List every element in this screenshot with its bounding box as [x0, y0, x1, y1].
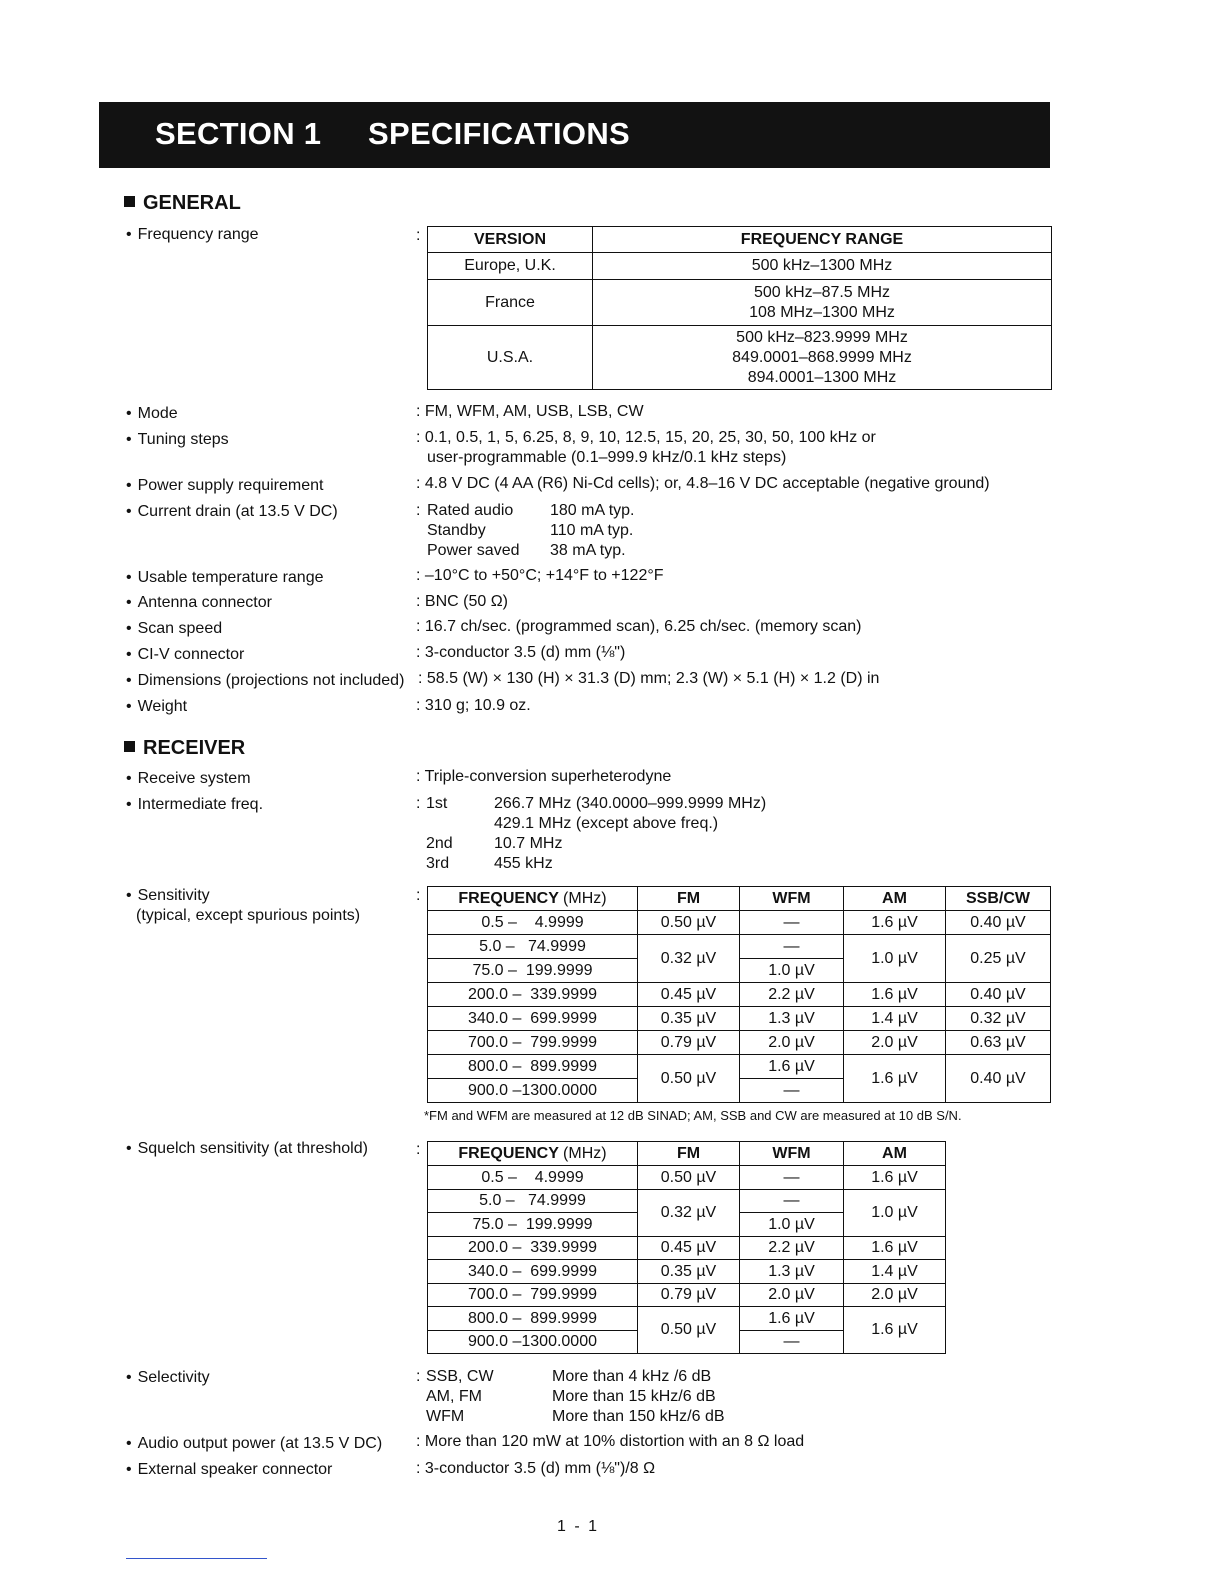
table-header: FREQUENCY RANGE	[593, 227, 1052, 253]
if-value: 10.7 MHz	[494, 835, 563, 852]
selectivity-value: More than 4 kHz /6 dB	[552, 1368, 712, 1385]
drain-value: 38 mA typ.	[550, 542, 626, 559]
table-header: AM	[844, 1142, 946, 1166]
table-row: 200.0 – 339.9999 0.45 µV 2.2 µV 1.6 µV 0.40 µV	[428, 983, 1051, 1007]
if-stage: 1st	[426, 795, 448, 812]
footer-rule	[126, 1558, 267, 1559]
table-row: 700.0 – 799.9999 0.79 µV 2.0 µV 2.0 µV 0.63 µV	[428, 1031, 1051, 1055]
table-row: 5.0 – 74.9999 0.32 µV — 1.0 µV	[428, 1190, 946, 1213]
square-bullet-icon	[124, 196, 135, 207]
table-row: 340.0 – 699.9999 0.35 µV 1.3 µV 1.4 µV 0.32 µV	[428, 1007, 1051, 1031]
scan-speed-label: • Scan speed	[126, 620, 223, 637]
table-header: SSB/CW	[946, 887, 1051, 911]
sensitivity-sublabel: (typical, except spurious points)	[136, 907, 361, 924]
table-row: France 500 kHz–87.5 MHz 108 MHz–1300 MHz	[428, 280, 1052, 326]
drain-name: Standby	[427, 522, 486, 539]
table-row: 75.0 – 199.9999 1.0 µV	[428, 959, 1051, 983]
table-row: 800.0 – 899.9999 0.50 µV 1.6 µV 1.6 µV 0.40 µV	[428, 1055, 1051, 1079]
if-stage: 3rd	[426, 855, 450, 872]
if-value: 266.7 MHz (340.0000–999.9999 MHz)	[494, 795, 767, 812]
drain-name: Power saved	[427, 542, 520, 559]
selectivity-mode: AM, FM	[426, 1388, 482, 1405]
selectivity-mode: WFM	[426, 1408, 465, 1425]
civ-value: : 3-conductor 3.5 (d) mm (⅛")	[416, 644, 626, 661]
external-speaker-value: : 3-conductor 3.5 (d) mm (⅛")/8 Ω	[416, 1460, 656, 1477]
mode-value: : FM, WFM, AM, USB, LSB, CW	[416, 403, 644, 420]
sensitivity-label: • Sensitivity	[126, 887, 210, 904]
table-header: FREQUENCY (MHz)	[428, 887, 638, 911]
frequency-range-label: • Frequency range	[126, 226, 259, 243]
receive-system-label: • Receive system	[126, 770, 251, 787]
squelch-table	[427, 1141, 946, 1354]
table-row: Europe, U.K. 500 kHz–1300 MHz	[428, 253, 1052, 280]
table-header: WFM	[740, 887, 844, 911]
power-supply-value: : 4.8 V DC (4 AA (R6) Ni-Cd cells); or, 4.8–16 V DC acceptable (negative ground)	[416, 475, 990, 492]
drain-value: 110 mA typ.	[550, 522, 634, 539]
weight-label: • Weight	[126, 698, 188, 715]
table-row: 340.0 – 699.9999 0.35 µV 1.3 µV 1.4 µV	[428, 1260, 946, 1284]
drain-name: Rated audio	[427, 502, 514, 519]
tuning-steps-value: : 0.1, 0.5, 1, 5, 6.25, 8, 9, 10, 12.5, 15, 20, 25, 30, 50, 100 kHz or	[416, 429, 876, 446]
table-header: FREQUENCY (MHz)	[428, 1142, 638, 1166]
scan-speed-value: : 16.7 ch/sec. (programmed scan), 6.25 ch/sec. (memory scan)	[416, 618, 862, 635]
section-title: SPECIFICATIONS	[368, 116, 630, 151]
antenna-value: : BNC (50 Ω)	[416, 593, 508, 610]
selectivity-mode: SSB, CW	[426, 1368, 494, 1385]
tuning-steps-value-cont: user-programmable (0.1–999.9 kHz/0.1 kHz steps)	[427, 449, 787, 466]
table-row: 200.0 – 339.9999 0.45 µV 2.2 µV 1.6 µV	[428, 1237, 946, 1260]
table-row: 0.5 – 4.9999 0.50 µV — 1.6 µV	[428, 1166, 946, 1190]
weight-value: : 310 g; 10.9 oz.	[416, 697, 531, 714]
intermediate-freq-label: • Intermediate freq.	[126, 796, 264, 813]
squelch-label: • Squelch sensitivity (at threshold)	[126, 1140, 368, 1157]
measurement-note: *FM and WFM are measured at 12 dB SINAD; AM, SSB and CW are measured at 10 dB S/N.	[424, 1108, 962, 1123]
selectivity-label: • Selectivity	[126, 1369, 210, 1386]
table-header: VERSION	[428, 227, 593, 253]
table-header: WFM	[740, 1142, 844, 1166]
table-header: AM	[844, 887, 946, 911]
table-header: FM	[638, 887, 740, 911]
if-value: 455 kHz	[494, 855, 553, 872]
antenna-label: • Antenna connector	[126, 594, 272, 611]
receiver-heading: RECEIVER	[124, 737, 245, 760]
square-bullet-icon	[124, 741, 135, 752]
external-speaker-label: • External speaker connector	[126, 1461, 333, 1478]
table-row: 0.5 – 4.9999 0.50 µV — 1.6 µV 0.40 µV	[428, 911, 1051, 935]
table-header: FM	[638, 1142, 740, 1166]
table-row: 5.0 – 74.9999 0.32 µV — 1.0 µV 0.25 µV	[428, 935, 1051, 959]
if-value: 429.1 MHz (except above freq.)	[494, 815, 719, 832]
table-row: 900.0 –1300.0000 —	[428, 1079, 1051, 1103]
general-heading: GENERAL	[124, 192, 241, 215]
power-supply-label: • Power supply requirement	[126, 477, 324, 494]
temperature-value: : –10°C to +50°C; +14°F to +122°F	[416, 567, 664, 584]
audio-output-value: : More than 120 mW at 10% distortion with an 8 Ω load	[416, 1433, 805, 1450]
frequency-range-table	[427, 226, 1052, 390]
current-drain-label: • Current drain (at 13.5 V DC)	[126, 503, 338, 520]
mode-label: • Mode	[126, 405, 178, 422]
sensitivity-table	[427, 886, 1051, 1103]
audio-output-label: • Audio output power (at 13.5 V DC)	[126, 1435, 383, 1452]
table-row: 800.0 – 899.9999 0.50 µV 1.6 µV 1.6 µV	[428, 1307, 946, 1331]
temperature-label: • Usable temperature range	[126, 569, 324, 586]
section-number: SECTION 1	[155, 116, 322, 151]
receive-system-value: : Triple-conversion superheterodyne	[416, 768, 672, 785]
tuning-steps-label: • Tuning steps	[126, 431, 229, 448]
if-stage: 2nd	[426, 835, 453, 852]
selectivity-value: More than 15 kHz/6 dB	[552, 1388, 716, 1405]
section-banner	[99, 102, 1050, 168]
page-number: 1 - 1	[557, 1518, 600, 1535]
dimensions-label: • Dimensions (projections not included)	[126, 672, 405, 689]
dimensions-value: : 58.5 (W) × 130 (H) × 31.3 (D) mm; 2.3 (W) × 5.1 (H) × 1.2 (D) in	[418, 670, 880, 687]
selectivity-value: More than 150 kHz/6 dB	[552, 1408, 725, 1425]
table-row: 700.0 – 799.9999 0.79 µV 2.0 µV 2.0 µV	[428, 1284, 946, 1307]
drain-value: 180 mA typ.	[550, 502, 635, 519]
civ-label: • CI-V connector	[126, 646, 245, 663]
table-row: 900.0 –1300.0000 —	[428, 1331, 946, 1354]
table-row: 75.0 – 199.9999 1.0 µV	[428, 1213, 946, 1237]
table-row: U.S.A. 500 kHz–823.9999 MHz 849.0001–868.9999 MHz 894.0001–1300 MHz	[428, 326, 1052, 390]
